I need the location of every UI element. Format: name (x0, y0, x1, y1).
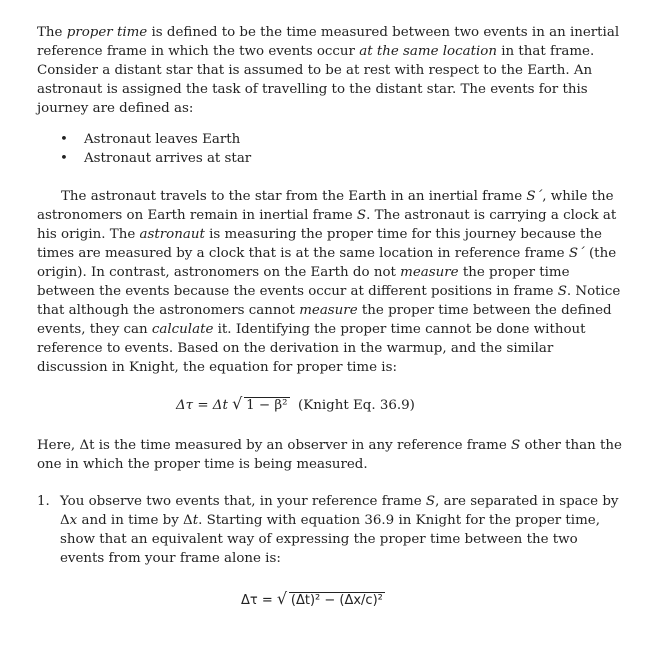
bullet-icon: • (60, 132, 68, 147)
text: is defined to be the time measured between two events in an inertial reference frame in which the two events occur (37, 25, 620, 59)
list-item-label: Astronaut leaves Earth (84, 132, 241, 147)
text: . Notice that although the astronomers cannot (37, 284, 621, 318)
text: is measuring the proper time for this journey because the times are measured by a clock that is at the same location in reference frame (37, 227, 602, 261)
text: , are separated in space by Δ (60, 494, 619, 528)
radical-icon: √ (276, 589, 288, 608)
text: Here, Δt is the time measured by an observer in any reference frame (37, 438, 512, 453)
text: the proper time between the events because the events occur at different positions in frame (37, 265, 570, 299)
square-root (277, 591, 385, 610)
emphasis-same-location: at the same location (359, 44, 497, 59)
frame-symbol: S (425, 494, 436, 509)
text: . Starting with equation 36.9 in Knight for the proper time, show that an equivalent way of expressing the proper time between the two events from your frame alone is: (60, 513, 600, 566)
list-item (37, 149, 251, 168)
text: and in time by Δ (77, 513, 193, 528)
text: You observe two events that, in your reference frame (60, 494, 426, 509)
body-paragraph (37, 187, 622, 377)
emphasis-astronaut: astronaut (139, 227, 205, 242)
emphasis-proper-time: proper time (66, 25, 148, 40)
frame-symbol: S (511, 438, 521, 453)
frame-symbol: S (356, 208, 367, 223)
radical-icon: √ (232, 394, 243, 413)
text: (the origin). In contrast, astronomers on the Earth do not (37, 246, 617, 280)
question-number: 1. (37, 494, 50, 509)
text: in that frame. Consider a distant star that is assumed to be at rest with respect to the Earth. An astronaut is assigned the task of travelling to the distant star. The events for this journey are defined as: (37, 44, 595, 116)
text: the proper time between the defined events, they can (37, 303, 612, 337)
equation-radicand: 1 − β² (246, 398, 288, 413)
intro-paragraph (37, 23, 622, 118)
interval-equation (241, 591, 385, 610)
frame-symbol: S (557, 284, 567, 299)
equation-lhs: Δτ = Δt (176, 398, 228, 413)
emphasis-calculate: calculate (151, 322, 214, 337)
event-list (37, 130, 251, 168)
variable: t (192, 513, 199, 528)
proper-time-equation (176, 396, 415, 415)
variable: x (69, 513, 78, 528)
equation-reference: (Knight Eq. 36.9) (298, 398, 415, 413)
frame-symbol: S´ (568, 246, 585, 261)
text: it. Identifying the proper time cannot be done without reference to events. Based on the derivation in the warmup, and the similar discussion in Knight, the equation for proper time is: (37, 322, 586, 375)
text: other than the one in which the proper time is being measured. (37, 438, 622, 472)
equation-radicand: (Δt)² − (Δx/c)² (290, 593, 383, 608)
square-root (232, 396, 289, 415)
equation-lhs: Δτ = (241, 593, 277, 608)
emphasis-measure: measure (299, 303, 358, 318)
text: The astronaut travels to the star from the Earth in an inertial frame (61, 189, 527, 204)
text: , while the astronomers on Earth remain in inertial frame (37, 189, 614, 223)
body-paragraph (37, 436, 622, 474)
frame-symbol: S´ (526, 189, 543, 204)
text: The (37, 25, 67, 40)
question-text (60, 492, 622, 568)
list-item (37, 130, 251, 149)
text: . The astronaut is carrying a clock at his origin. The (37, 208, 617, 242)
emphasis-measure: measure (400, 265, 459, 280)
question-1 (37, 492, 622, 568)
bullet-icon: • (60, 151, 68, 166)
list-item-label: Astronaut arrives at star (84, 151, 252, 166)
